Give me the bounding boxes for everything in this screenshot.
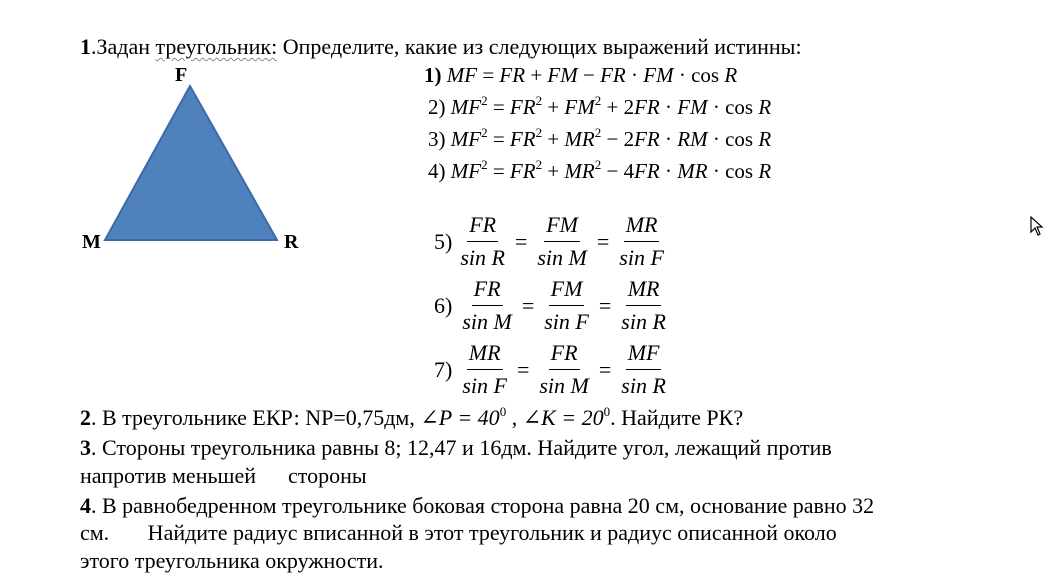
- option-6: 6) $\frac{FR}{\text{sin M}}$ = $\frac{FM}{\text{sin F}}$ = $\frac{MR}{\text{sin R}}$: [434, 276, 666, 334]
- task1-number: 1: [80, 34, 91, 59]
- mouse-pointer-icon: [1030, 216, 1044, 236]
- vertex-r-label: R: [284, 231, 299, 253]
- option-4: 4) $MF^2 = FR^2 + MR^2 - 4FR$ · MR · cos R: [428, 157, 772, 183]
- option-7-label: 7): [434, 356, 453, 382]
- option-3: 3) $MF^2 = FR^2 + MR^2 - 2FR$ · RM · cos R: [428, 125, 772, 151]
- option-5-label: 5): [434, 228, 453, 254]
- option-7: 7) $\frac{MR}{\text{sin F}}$ = $\frac{FR}{\text{sin M}}$ = $\frac{MF}{\text{sin R}}$: [434, 340, 666, 398]
- task3-line1: 3. Стороны треугольника равны 8; 12,47 и 16дм. Найдите угол, лежащий против: [80, 435, 832, 460]
- task2-angle-k: ∠K = 20: [522, 405, 604, 430]
- task2-text-a: . В треугольнике ЕКР: NP=0,75дм,: [91, 405, 415, 430]
- triangle-figure: [95, 80, 290, 250]
- task4-line1: 4. В равнобедренном треугольнике боковая сторона равна 20 см, основание равно 32: [80, 493, 875, 518]
- task3-number: 3: [80, 435, 91, 460]
- task1-header: [80, 34, 802, 60]
- task2: 2. В треугольнике ЕКР: NP=0,75дм, ∠P = $40^0$ , ∠K = $20^0$. Найдите РК?: [80, 404, 744, 430]
- vertex-m-label: M: [82, 231, 101, 253]
- triangle-fmr: [105, 86, 277, 240]
- task2-angle-p: ∠P = 40: [420, 405, 500, 430]
- option-6-label: 6): [434, 292, 453, 318]
- task4-number: 4: [80, 493, 91, 518]
- option-2-label: 2): [428, 95, 446, 119]
- option-5: 5) $\frac{FR}{\text{sin R}}$ = $\frac{FM}{\text{sin M}}$ = $\frac{MR}{\text{sin F}}$: [434, 212, 664, 270]
- option-1-label: 1): [424, 63, 442, 87]
- task3-line2: напротив меньшей стороны: [80, 463, 367, 488]
- task4-line2: см. Найдите радиус вписанной в этот треугольник и радиус описанной около: [80, 520, 837, 545]
- task4-line3: этого треугольника окружности.: [80, 548, 384, 573]
- task2-number: 2: [80, 405, 91, 430]
- task2-text-b: . Найдите РК?: [610, 405, 744, 430]
- option-3-label: 3): [428, 127, 446, 151]
- vertex-f-label: F: [175, 64, 188, 86]
- option-4-label: 4): [428, 159, 446, 183]
- task1-header-text: .Задан треугольник: Определите, какие из следующих выражений истинны:: [91, 34, 802, 59]
- option-1: 1) MF = FR + FM − FR · FM · cos R: [424, 63, 738, 87]
- option-2: 2) $MF^2 = FR^2 + FM^2 + 2FR$ · FM · cos R: [428, 93, 772, 119]
